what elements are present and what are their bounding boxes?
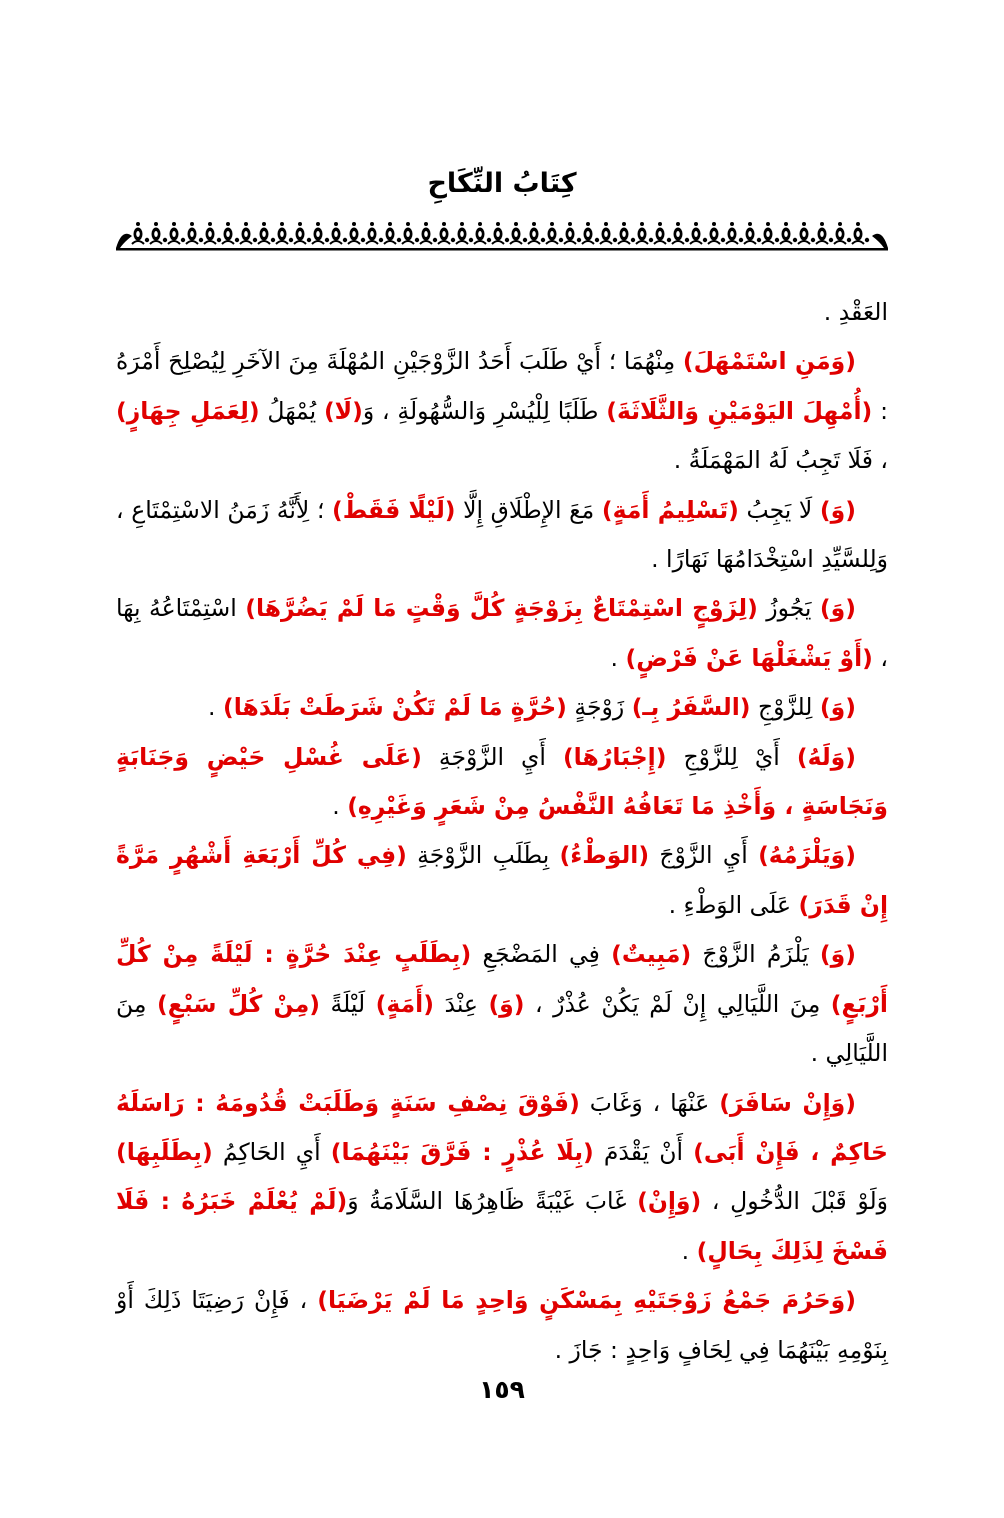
matn-text: (لِزَوْجٍ اسْتِمْتَاعٌ بِزَوْجَةٍ كُلَّ وَقْتٍ مَا لَمْ يَضُرَّهَا): [245, 594, 758, 623]
matn-text: (عَلَى غُسْلِ حَيْضٍ وَجَنَابَةٍ وَنَجَاسَةٍ ، وَأَخْذِ مَا تَعَافُهُ النَّفْسُ مِنْ شَعَرٍ وَغَيْرِهِ): [116, 742, 888, 821]
sharh-text: .: [332, 792, 348, 821]
floral-border-icon: [116, 218, 888, 252]
sharh-text: مِنَ اللَّيَالِي إِنْ لَمْ يَكُنْ عُذْرٌ ،: [524, 989, 831, 1018]
matn-text: (بِلَا عُذْرٍ : فَرَّقَ بَيْنَهُمَا): [330, 1137, 594, 1166]
paragraph: [116, 683, 888, 732]
matn-text: (حُرَّةٍ مَا لَمْ تَكُنْ شَرَطَتْ بَلَدَهَا): [222, 693, 567, 722]
sharh-text: طَلَبًا لِلْيُسْرِ وَالسُّهُولَةِ ، وَ: [362, 396, 607, 425]
matn-text: (مَبِيتٌ): [611, 940, 692, 969]
sharh-text: عَلَى الوَطْءِ .: [668, 890, 799, 919]
sharh-text: أَنْ يَقْدَمَ: [593, 1137, 694, 1166]
sharh-text: فِي المَضْجَعِ: [471, 940, 612, 969]
paragraph: [116, 1079, 888, 1277]
matn-text: (وَ): [819, 940, 857, 969]
matn-text: (الوَطْءُ): [559, 841, 650, 870]
matn-text: (فِي كُلِّ أَرْبَعَةِ أَشْهُرٍ مَرَّةً إِنْ قَدَرَ): [116, 841, 888, 919]
matn-text: (لَمْ يُعْلَمْ خَبَرُهُ : فَلَا فَسْخَ لِذَلِكَ بِحَالٍ): [116, 1187, 888, 1265]
matn-text: (لِعَمَلِ جِهَازٍ): [116, 396, 260, 425]
matn-text: (وَ): [819, 495, 856, 524]
sharh-text: اسْتِمْتَاعُهُ بِهَا ،: [116, 594, 888, 672]
matn-text: (إِجْبَارُهَا): [562, 742, 667, 771]
matn-text: (السَّفَرُ بِـ): [631, 693, 751, 722]
matn-text: (وَلَهُ): [796, 742, 857, 771]
matn-text: (وَيَلْزَمُهُ): [758, 841, 856, 870]
paragraph: [116, 1276, 888, 1375]
sharh-text: .: [208, 693, 223, 722]
sharh-text: بِطَلَبِ الزَّوْجَةِ: [406, 841, 560, 870]
sharh-text: ، فَلَا تَجِبُ لَهُ المَهْمَلَةُ .: [673, 446, 888, 475]
matn-text: (لَا): [323, 396, 363, 425]
sharh-text: ؛ لِأَنَّهُ زَمَنُ الاسْتِمْتَاعِ ، وَلِلسَّيِّدِ اسْتِخْدَامُهَا نَهَارًا .: [116, 495, 888, 574]
paragraph: [116, 486, 888, 585]
sharh-text: غَابَ غَيْبَةً ظَاهِرُهَا السَّلَامَةُ وَ: [347, 1187, 638, 1216]
sharh-text: مِنَ اللَّيَالِي .: [116, 989, 888, 1068]
matn-text: (وَإِنْ): [637, 1187, 702, 1216]
sharh-text: يَجُوزُ: [757, 594, 820, 623]
sharh-text: عَنْهَا ، وَغَابَ: [579, 1088, 720, 1117]
matn-text: (فَوْقَ نِصْفِ سَنَةٍ وَطَلَبَتْ قُدُومَهُ : رَاسَلَهُ حَاكِمٌ ، فَإِنْ أَبَى): [116, 1088, 888, 1166]
sharh-text: ، فَإِنْ رَضِيَتَا ذَلِكَ أَوْ بِنَوْمِهِ بَيْنَهُمَا فِي لِحَافٍ وَاحِدٍ : جَازَ .: [116, 1286, 888, 1364]
matn-text: (وَ): [819, 693, 856, 722]
matn-text: (أَوْ يَشْغَلْهَا عَنْ فَرْضٍ): [625, 643, 873, 672]
sharh-text: لَيْلَةً: [320, 989, 376, 1018]
sharh-text: .: [681, 1236, 697, 1265]
paragraph: [116, 930, 888, 1078]
matn-text: (مِنْ كُلِّ سَبْعٍ): [156, 989, 320, 1018]
sharh-text: لِلزَّوْجِ: [750, 693, 820, 722]
sharh-text: أَيِ الزَّوْجَةِ: [421, 742, 563, 771]
sharh-text: يُمْهَلُ: [259, 396, 324, 425]
paragraph: [116, 288, 888, 337]
matn-text: (وَ): [488, 989, 525, 1018]
matn-text: (بِطَلَبِهَا): [116, 1137, 213, 1166]
sharh-text: العَقْدِ .: [823, 298, 888, 326]
sharh-text: .: [610, 643, 626, 672]
paragraph: [116, 584, 888, 683]
matn-text: (لَيْلًا فَقَطْ): [332, 495, 456, 524]
matn-text: (وَ): [819, 594, 857, 623]
matn-text: (وَإِنْ سَافَرَ): [719, 1088, 856, 1117]
sharh-text: أَيِ الحَاكِمُ: [212, 1137, 331, 1166]
sharh-text: يَلْزَمُ الزَّوْجَ: [691, 940, 820, 969]
paragraph: [116, 337, 888, 485]
matn-text: (أَمَةٍ): [375, 989, 434, 1018]
sharh-text: زَوْجَةٍ: [566, 693, 632, 722]
matn-text: (بِطَلَبٍ عِنْدَ حُرَّةٍ : لَيْلَةً مِنْ كُلِّ أَرْبَعٍ): [116, 940, 888, 1018]
matn-text: (تَسْلِيمُ أَمَةٍ): [601, 495, 739, 524]
sharh-text: عِنْدَ: [433, 989, 489, 1018]
sharh-text: مِنْهُمَا ؛ أَيْ طَلَبَ أَحَدُ الزَّوْجَيْنِ المُهْلَةَ مِنَ الآخَرِ لِيُصْلِحَ أَمْرَهُ :: [116, 347, 888, 425]
paragraph: [116, 733, 888, 832]
matn-text: (أُمْهِلَ اليَوْمَيْنِ وَالثَّلَاثَةَ): [606, 396, 873, 425]
sharh-text: مَعَ الإِطْلَاقِ إِلَّا: [455, 495, 602, 524]
sharh-text: أَيْ لِلزَّوْجِ: [666, 742, 797, 771]
matn-text: (وَحَرُمَ جَمْعُ زَوْجَتَيْهِ بِمَسْكَنٍ وَاحِدٍ مَا لَمْ يَرْضَيَا): [317, 1286, 856, 1315]
matn-text: (وَمَنِ اسْتَمْهَلَ): [682, 347, 856, 376]
body-text: [116, 288, 888, 1375]
sharh-text: لَا يَجِبُ: [738, 495, 820, 524]
page-title: كِتَابُ النِّكَاحِ: [427, 168, 577, 199]
sharh-text: وَلَوْ قَبْلَ الدُّخُولِ ،: [701, 1187, 888, 1216]
sharh-text: أَيِ الزَّوْجَ: [649, 841, 759, 870]
page-number: ١٥٩: [479, 1375, 525, 1404]
paragraph: [116, 831, 888, 930]
